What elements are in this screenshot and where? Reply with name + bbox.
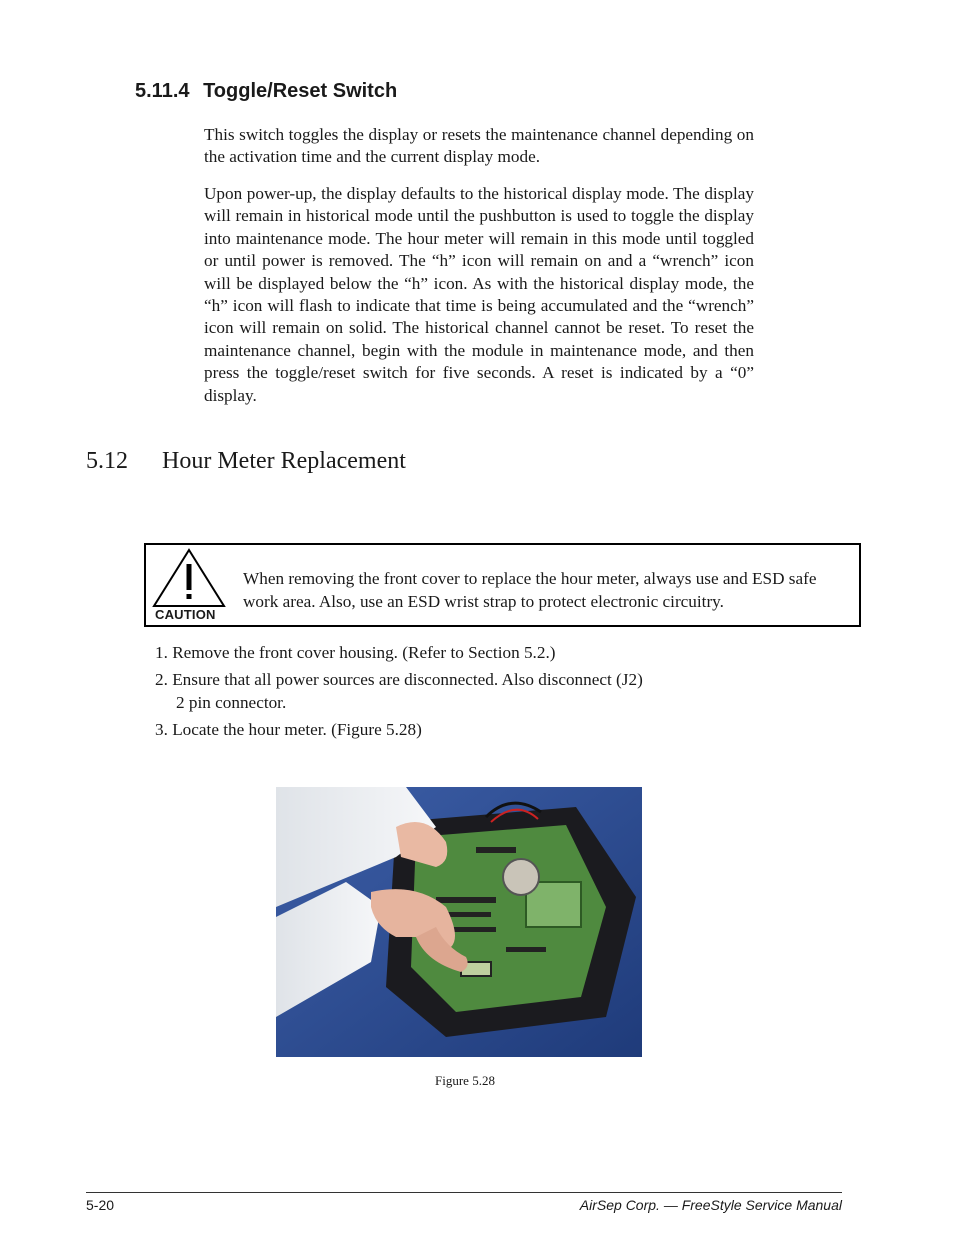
section-title: Hour Meter Replacement — [162, 448, 406, 474]
step-item — [155, 641, 715, 664]
footer-page-number: 5-20 — [86, 1197, 115, 1213]
caution-text: When removing the front cover to replace the hour meter, always use and ESD safe work area. Also, use an ESD wrist strap to protect electronic circuitry. — [243, 569, 817, 611]
footer-divider — [86, 1192, 842, 1193]
step-text: 3. Locate the hour meter. (Figure 5.28) — [155, 720, 422, 739]
paragraph-intro: This switch toggles the display or resets the maintenance channel depending on the activation time and the current display mode. — [204, 125, 754, 167]
paragraph-detail: Upon power-up, the display defaults to the historical display mode. The display will remain in historical mode until the pushbutton is used to toggle the display into maintenance mode. The hour meter will remain in this mode until toggled or until power is removed. The “h” icon will remain on and a “wrench” icon will be displayed below the “h” icon. As with the historical display mode, the “h” icon will flash to indicate that time is being accumulated and the “wrench” icon will remain on solid. The historical channel cannot be reset. To reset the maintenance channel, begin with the module in maintenance mode, and then press the toggle/reset switch for five seconds. A reset is indicated by a “0” display. — [204, 184, 754, 405]
section-heading — [86, 448, 406, 475]
caution-label: CAUTION — [155, 607, 216, 622]
footer-manual-title: AirSep Corp. — FreeStyle Service Manual — [579, 1197, 842, 1213]
procedure-steps — [155, 641, 715, 745]
subsection-number: 5.11.4 — [135, 80, 190, 102]
subsection-title: Toggle/Reset Switch — [203, 80, 398, 102]
step-text: 1. Remove the front cover housing. (Refer to Section 5.2.) — [155, 643, 556, 662]
figure-caption: Figure 5.28 — [435, 1073, 495, 1088]
step-text-continued: 2 pin connector. — [176, 693, 287, 712]
hour-meter-photo — [276, 787, 642, 1057]
subsection-heading — [135, 80, 397, 103]
caution-box — [144, 543, 861, 627]
section-number: 5.12 — [86, 448, 128, 474]
figure-photo — [276, 787, 642, 1057]
step-text: 2. Ensure that all power sources are disconnected. Also disconnect (J2) — [155, 670, 643, 689]
step-item — [155, 718, 715, 741]
step-item — [155, 668, 715, 714]
